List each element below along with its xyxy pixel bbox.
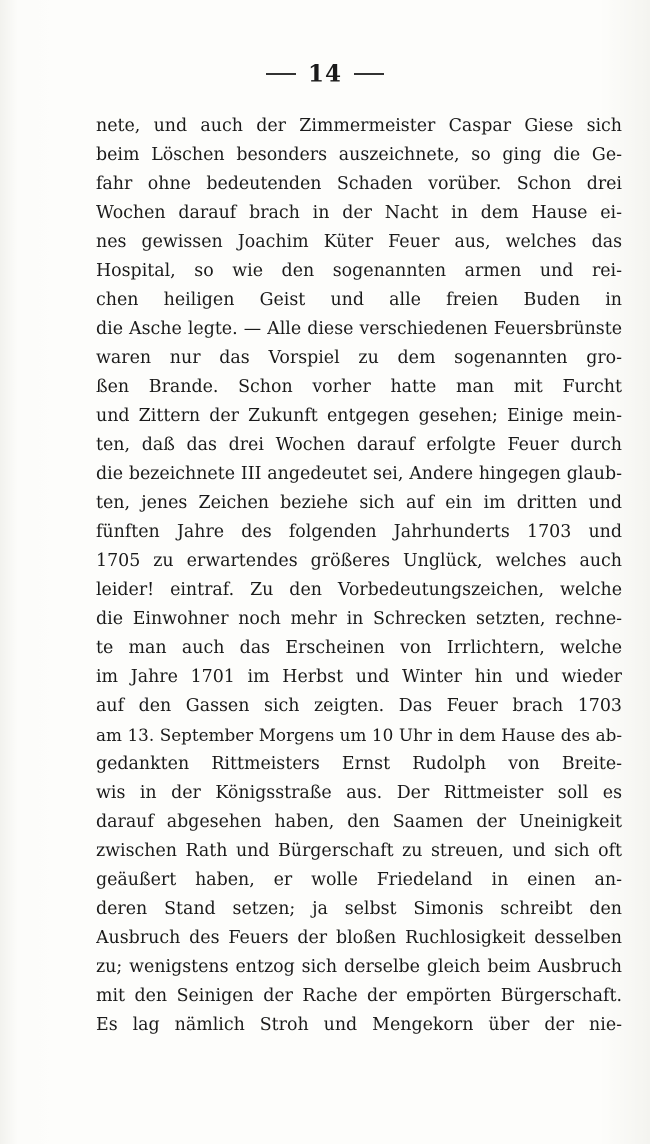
text-line: und Zittern der Zukunft entgegen gesehen; Einige mein- [96,406,622,426]
right-dash [354,73,384,75]
text-line: darauf abgesehen haben, den Saamen der Uneinigkeit [96,812,622,832]
text-line: Es lag nämlich Stroh und Mengekorn über der nie- [96,1015,622,1035]
text-line: auf den Gassen sich zeigten. Das Feuer brach 1703 [96,696,622,716]
text-line: die Einwohner noch mehr in Schrecken setzten, rechne- [96,609,622,629]
text-line: die bezeichnete III angedeutet sei, Andere hingegen glaub- [96,464,622,484]
text-line: te man auch das Erscheinen von Irrlichtern, welche [96,638,622,658]
text-line: deren Stand setzen; ja selbst Simonis schreibt den [96,899,622,919]
left-dash [266,73,296,75]
text-line: Hospital, so wie den sogenannten armen und rei- [96,261,622,281]
text-line: nes gewissen Joachim Küter Feuer aus, welches das [96,232,622,252]
page-header [0,60,650,88]
text-line: zwischen Rath und Bürgerschaft zu streuen, und sich oft [96,841,622,861]
text-line: Ausbruch des Feuers der bloßen Ruchlosigkeit desselben [96,928,622,948]
text-line: nete, und auch der Zimmermeister Caspar Giese sich [96,116,622,136]
text-line: ten, jenes Zeichen beziehe sich auf ein im dritten und [96,493,622,513]
text-line: fahr ohne bedeutenden Schaden vorüber. Schon drei [96,174,622,194]
page-number: 14 [307,60,342,88]
text-line: Wochen darauf brach in der Nacht in dem Hause ei- [96,203,622,223]
text-line: ßen Brande. Schon vorher hatte man mit Furcht [96,377,622,397]
text-line: die Asche legte. — Alle diese verschiedenen Feuersbrünste [96,319,622,339]
text-line: am 13. September Morgens um 10 Uhr in dem Hause des ab- [96,725,622,745]
text-line: chen heiligen Geist und alle freien Buden in [96,290,622,310]
text-line: zu; wenigstens entzog sich derselbe gleich beim Ausbruch [96,957,622,977]
text-line: ten, daß das drei Wochen darauf erfolgte Feuer durch [96,435,622,455]
body-text [96,112,622,1040]
text-line: mit den Seinigen der Rache der empörten Bürgerschaft. [96,986,622,1006]
text-line: wis in der Königsstraße aus. Der Rittmeister soll es [96,783,622,803]
text-line: beim Löschen besonders auszeichnete, so ging die Ge- [96,145,622,165]
text-line: im Jahre 1701 im Herbst und Winter hin und wieder [96,667,622,687]
text-line: gedankten Rittmeisters Ernst Rudolph von Breite- [96,754,622,774]
text-line: leider! eintraf. Zu den Vorbedeutungszeichen, welche [96,580,622,600]
text-line: geäußert haben, er wolle Friedeland in einen an- [96,870,622,890]
text-line: 1705 zu erwartendes größeres Unglück, welches auch [96,551,622,571]
text-line: fünften Jahre des folgenden Jahrhunderts 1703 und [96,522,622,542]
text-line: waren nur das Vorspiel zu dem sogenannten gro- [96,348,622,368]
